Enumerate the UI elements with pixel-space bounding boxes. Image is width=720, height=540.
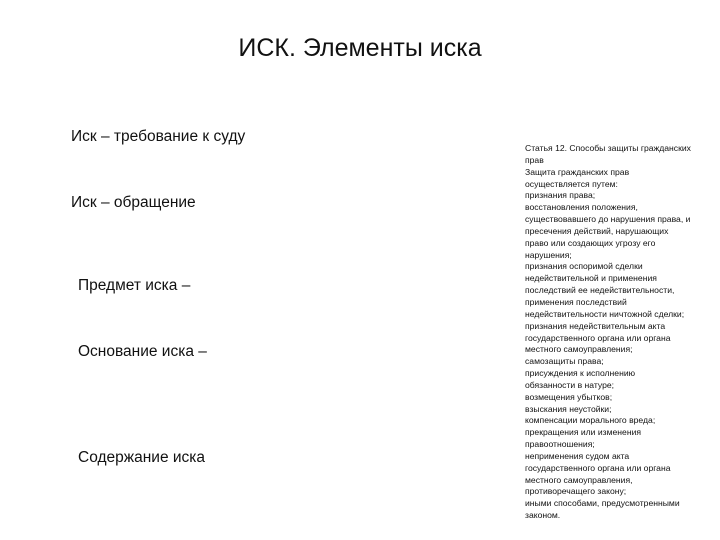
article-line: обязанности в натуре; (525, 379, 615, 390)
article-line: восстановления положения, (525, 202, 638, 213)
article-line: Статья 12. Способы защиты гражданских (525, 143, 691, 153)
article-line: законом. (525, 510, 561, 521)
article-line: Защита гражданских прав (525, 166, 630, 177)
article-line: иными способами, предусмотренными (525, 498, 680, 509)
article-line: возмещения убытков; (525, 391, 613, 402)
article-line: применения последствий (525, 296, 627, 307)
article-line: присуждения к исполнению (525, 368, 636, 379)
left-item-claim-appeal: Иск – обращение (71, 194, 196, 211)
article-line: государственного органа или органа (525, 332, 671, 343)
left-item-claim-subject: Предмет иска – (78, 277, 191, 294)
article-line: недействительной и применения (525, 273, 657, 284)
article-line: взыскания неустойки; (525, 403, 612, 414)
article-line: право или создающих угрозу его (525, 237, 656, 248)
article-12-text-block (525, 143, 713, 522)
article-line: признания права; (525, 190, 596, 201)
article-line: противоречащего закону; (525, 486, 627, 497)
slide-title: ИСК. Элементы иска (238, 34, 482, 62)
article-line: государственного органа или органа (525, 462, 671, 473)
article-line: осуществляется путем: (525, 178, 618, 189)
left-item-claim-content: Содержание иска (78, 449, 206, 466)
article-line: существовавшего до нарушения права, и (525, 214, 691, 225)
article-line: последствий ее недействительности, (525, 285, 675, 296)
left-item-claim-basis: Основание иска – (78, 343, 207, 360)
article-line: недействительности ничтожной сделки; (525, 308, 685, 319)
article-line: неприменения судом акта (525, 450, 630, 461)
article-line: правоотношения; (525, 439, 595, 450)
article-line: прав (525, 154, 544, 165)
article-line: самозащиты права; (525, 356, 604, 367)
article-line: нарушения; (525, 249, 572, 260)
article-line: признания недействительным акта (525, 320, 666, 331)
article-line: прекращения или изменения (525, 427, 642, 438)
article-line: признания оспоримой сделки (525, 261, 643, 272)
article-line: местного самоуправления, (525, 474, 633, 485)
left-item-claim-demand: Иск – требование к суду (71, 128, 246, 145)
article-line: местного самоуправления; (525, 344, 633, 355)
article-line: компенсации морального вреда; (525, 415, 656, 426)
article-line: пресечения действий, нарушающих (525, 225, 669, 236)
